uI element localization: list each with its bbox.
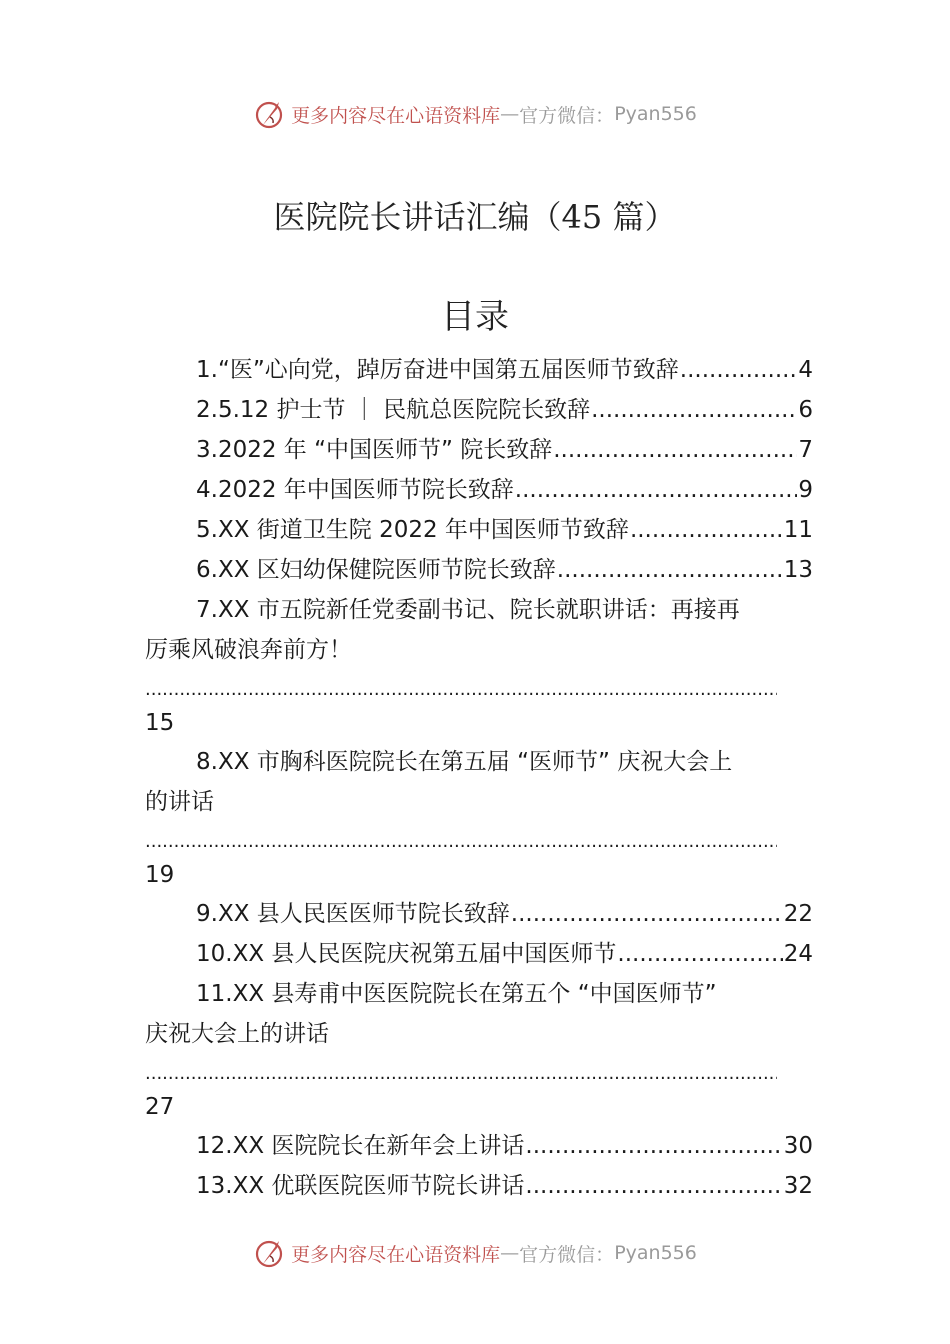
toc-entry-label: 5.XX 街道卫生院 2022 年中国医师节致辞 <box>196 517 629 543</box>
toc-entry-4[interactable] <box>145 470 813 510</box>
toc-entry-3[interactable] <box>145 430 813 470</box>
toc-entry-label: 10.XX 县人民医院庆祝第五届中国医师节 <box>196 941 617 967</box>
toc-leader-dots <box>591 390 797 430</box>
toc-leader-dots <box>145 1060 777 1088</box>
toc-entry-9[interactable] <box>145 894 813 934</box>
toc-entry-label: 13.XX 优联医院医师节院长讲话 <box>196 1173 525 1199</box>
toc-page-number: 15 <box>145 710 175 736</box>
toc-entry-label-line2: 的讲话 <box>145 789 214 815</box>
toc-page-number: 32 <box>783 1173 813 1199</box>
watermark-wechat-label: 官方微信： <box>519 104 615 127</box>
toc-entry-6[interactable] <box>145 550 813 590</box>
toc-leader-dots <box>680 350 798 390</box>
toc-leader-dots <box>630 510 783 550</box>
toc-entry-label-line1: 11.XX 县寿甫中医医院院长在第五个 “中国医师节” <box>196 981 717 1007</box>
toc-page-number: 27 <box>145 1094 175 1120</box>
toc-page-number: 22 <box>783 901 813 927</box>
toc-leader-dots <box>145 828 777 856</box>
toc-entry-label-line1: 8.XX 市胸科医院院长在第五届 “医师节” 庆祝大会上 <box>196 749 733 775</box>
watermark-wechat-id: Pyan556 <box>614 103 697 125</box>
toc-entry-label-line2: 厉乘风破浪奔前方！ <box>145 637 352 663</box>
toc-entry-label: 3.2022 年 “中国医师节” 院长致辞 <box>196 437 553 463</box>
toc-heading: 目录 <box>441 297 509 337</box>
toc-entry-2[interactable] <box>145 390 813 430</box>
toc-page-number: 9 <box>798 477 813 503</box>
watermark-footer <box>0 1233 950 1273</box>
toc-leader-dots <box>617 934 782 974</box>
toc-entry-5[interactable] <box>145 510 813 550</box>
toc-page-number: 11 <box>783 517 813 543</box>
watermark-dash: — <box>500 103 520 125</box>
toc-entry-12[interactable] <box>145 1126 813 1166</box>
toc-page-number: 13 <box>783 557 813 583</box>
toc-entry-1[interactable] <box>145 350 813 390</box>
toc-entry-label: 1.“医”心向党，踔厉奋进中国第五届医师节致辞 <box>196 357 679 383</box>
toc-page-number: 24 <box>783 941 813 967</box>
quill-logo-icon <box>253 1237 285 1269</box>
toc-page-number: 30 <box>783 1133 813 1159</box>
toc-entry-10[interactable] <box>145 934 813 974</box>
toc-leader-dots <box>525 1126 782 1166</box>
toc-entry-label: 12.XX 医院院长在新年会上讲话 <box>196 1133 525 1159</box>
watermark-dash: — <box>500 1242 520 1264</box>
toc-entry-13[interactable] <box>145 1166 813 1206</box>
toc-entry-label-line2: 庆祝大会上的讲话 <box>145 1021 329 1047</box>
toc-entry-label: 2.5.12 护士节 ｜ 民航总医院院长致辞 <box>196 397 591 423</box>
toc-leader-dots <box>145 676 777 704</box>
toc-page-number: 4 <box>798 357 813 383</box>
toc-entry-label: 4.2022 年中国医师节院长致辞 <box>196 477 514 503</box>
toc-leader-dots <box>525 1166 782 1206</box>
toc-entry-label: 6.XX 区妇幼保健院医师节院长致辞 <box>196 557 556 583</box>
toc-entry-8[interactable] <box>145 742 813 894</box>
toc-entry-7[interactable] <box>145 590 813 742</box>
watermark-header <box>0 94 950 134</box>
toc-entry-label: 9.XX 县人民医医师节院长致辞 <box>196 901 510 927</box>
watermark-brand-text: 更多内容尽在心语资料库 <box>291 104 501 127</box>
watermark-brand-text: 更多内容尽在心语资料库 <box>291 1243 501 1266</box>
toc-page-number: 6 <box>798 397 813 423</box>
toc-entry-label-line1: 7.XX 市五院新任党委副书记、院长就职讲话：再接再 <box>196 597 740 623</box>
watermark-wechat-label: 官方微信： <box>519 1243 615 1266</box>
toc-page-number: 7 <box>798 437 813 463</box>
toc-leader-dots <box>511 894 783 934</box>
toc-page-number: 19 <box>145 862 175 888</box>
document-title: 医院院长讲话汇编（45 篇） <box>273 198 677 236</box>
toc-leader-dots <box>557 550 783 590</box>
watermark-wechat-id: Pyan556 <box>614 1242 697 1264</box>
toc-leader-dots <box>553 430 797 470</box>
toc-leader-dots <box>515 470 798 510</box>
quill-logo-icon <box>253 98 285 130</box>
toc-entry-11[interactable] <box>145 974 813 1126</box>
table-of-contents <box>145 350 813 1206</box>
